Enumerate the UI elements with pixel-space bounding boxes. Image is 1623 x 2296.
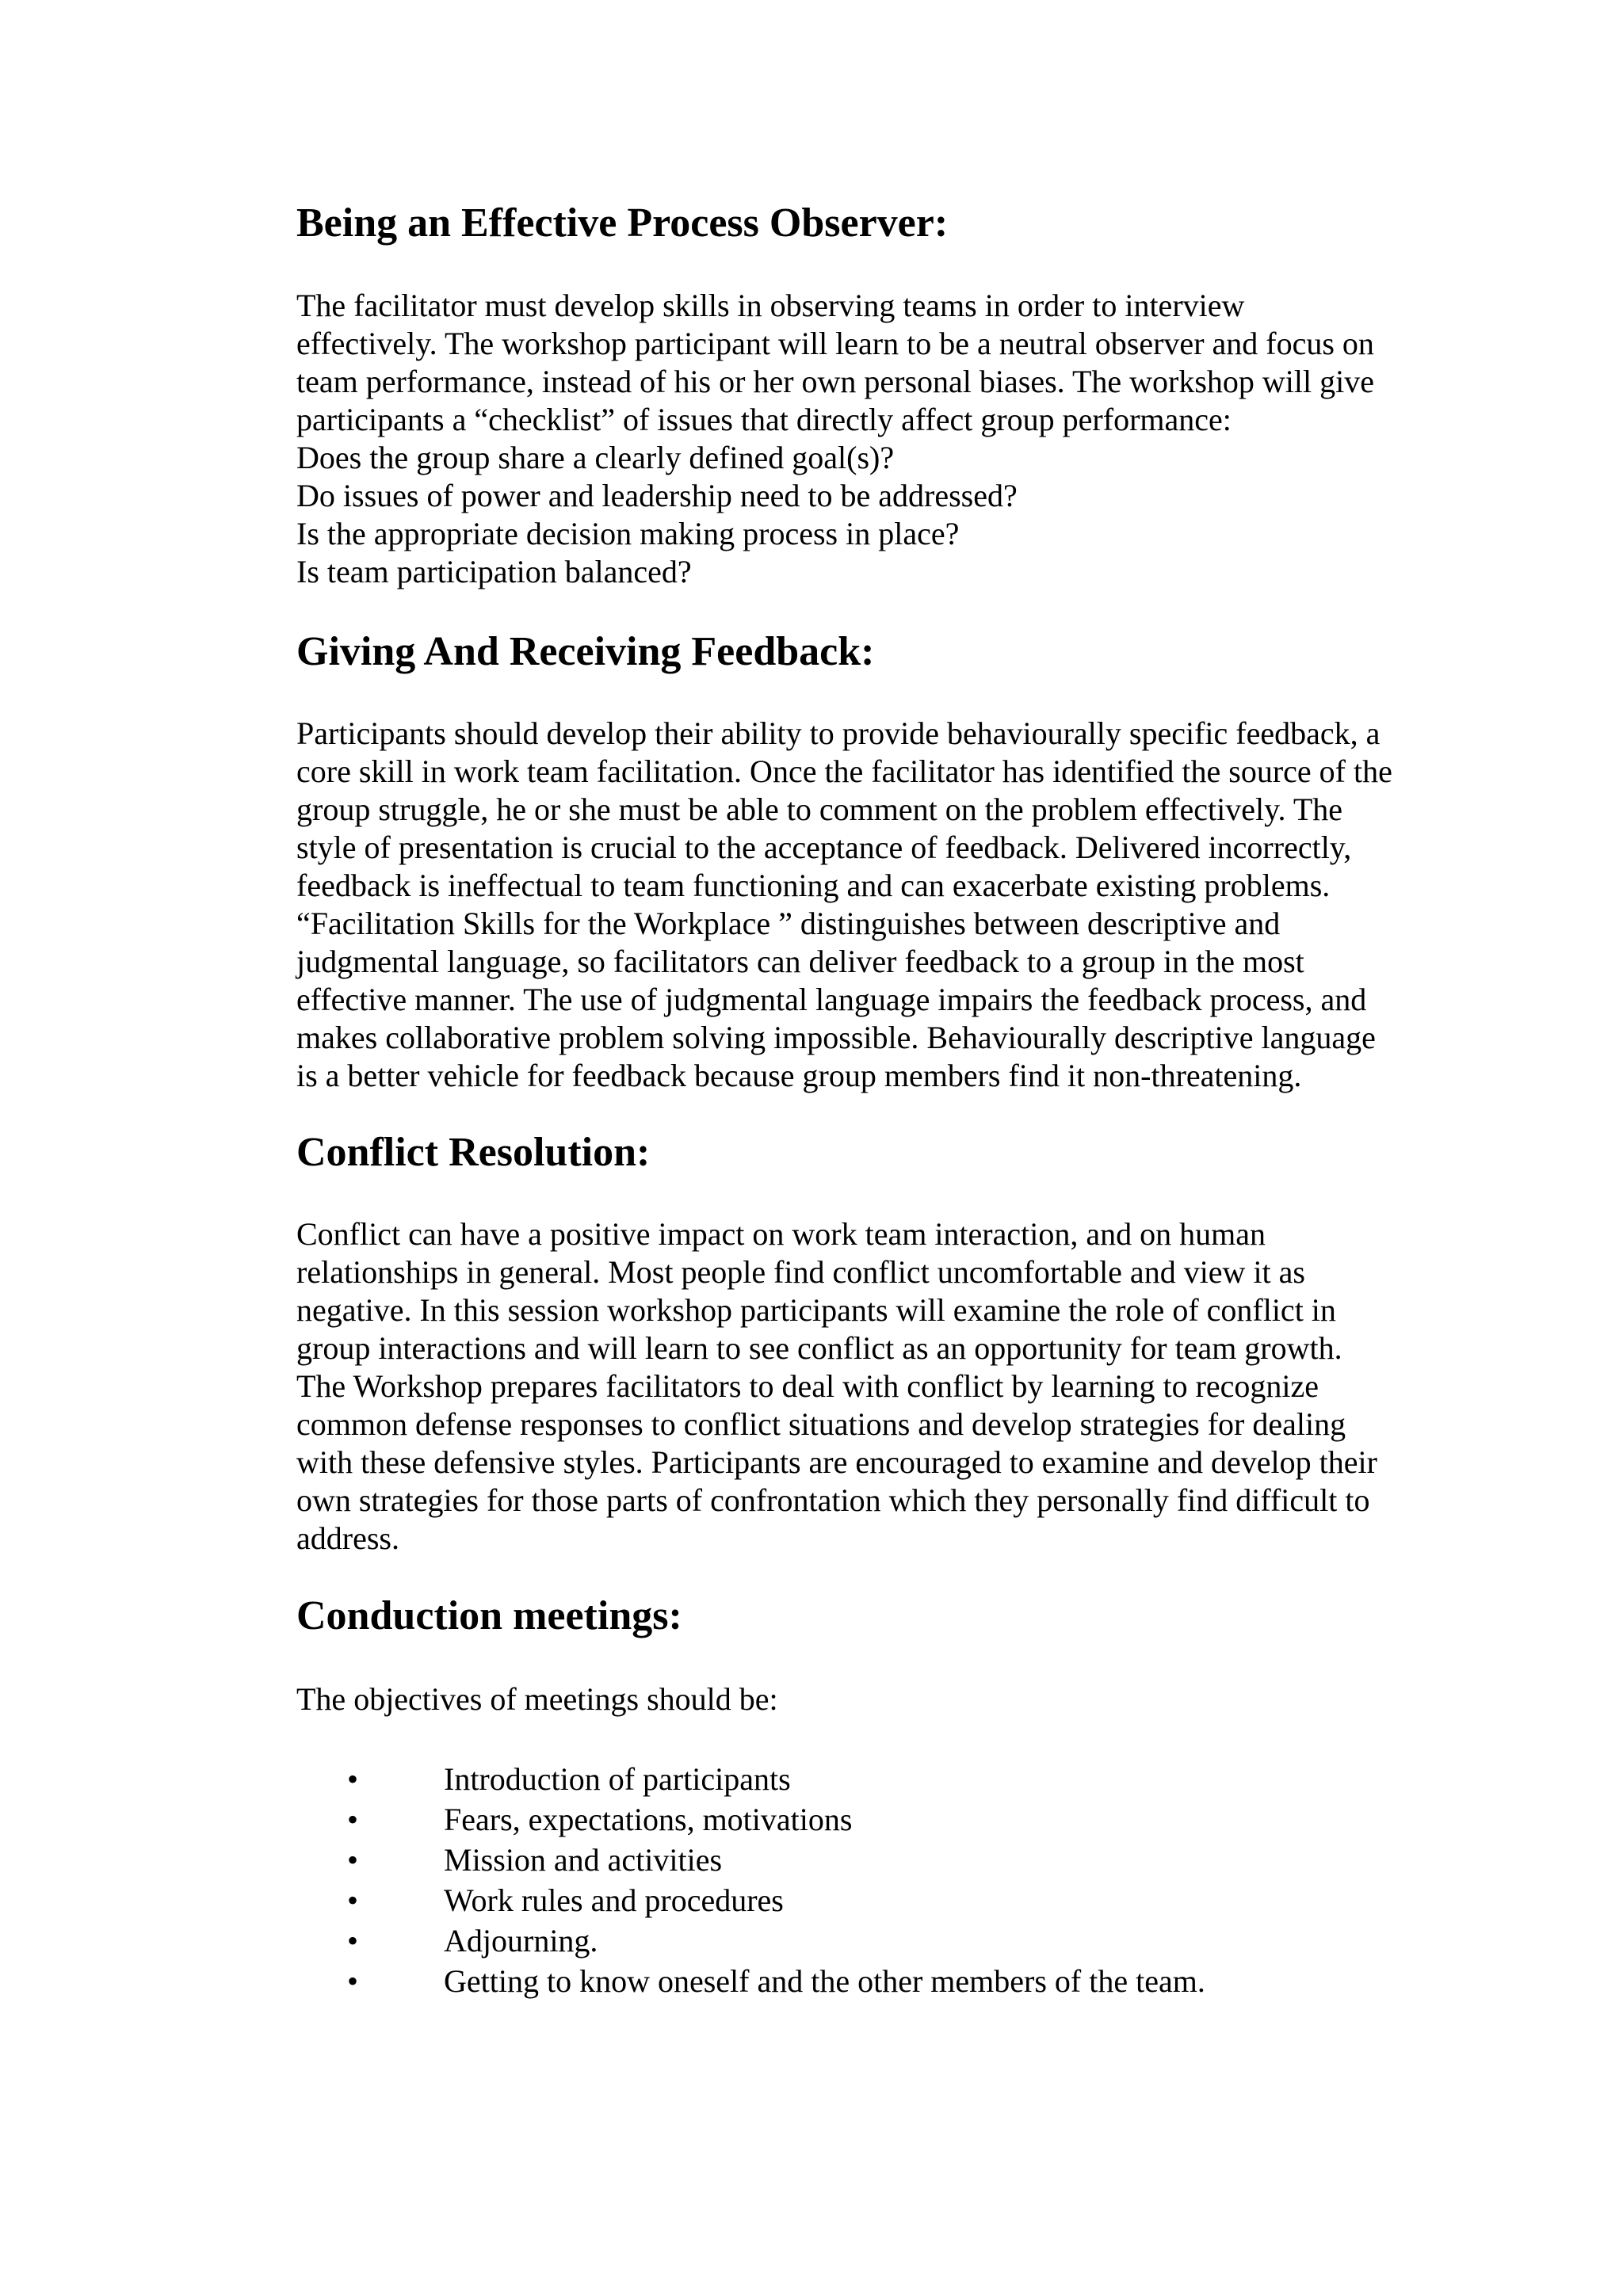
section-body-conflict-resolution <box>296 1215 1453 1558</box>
list-item <box>296 1840 1453 1880</box>
list-item <box>296 1799 1453 1840</box>
text-line: The objectives of meetings should be: <box>296 1681 778 1717</box>
text-line: judgmental language, so facilitators can deliver feedback to a group in the most <box>296 944 1304 979</box>
list-item-text: Fears, expectations, motivations <box>444 1802 853 1837</box>
section-heading-conflict-resolution: Conflict Resolution: <box>296 1130 651 1175</box>
bullet-icon: • <box>347 1923 359 1958</box>
list-item <box>296 1961 1453 2001</box>
text-line: Does the group share a clearly defined goal(s)? <box>296 440 895 475</box>
section-heading-feedback: Giving And Receiving Feedback: <box>296 629 875 674</box>
text-line: The Workshop prepares facilitators to deal with conflict by learning to recognize <box>296 1368 1319 1404</box>
text-line: feedback is ineffectual to team functioning and can exacerbate existing problems. <box>296 868 1331 903</box>
text-line: effectively. The workshop participant will learn to be a neutral observer and focus on <box>296 326 1374 361</box>
text-line: negative. In this session workshop participants will examine the role of conflict in <box>296 1292 1336 1328</box>
bullet-icon: • <box>347 1842 359 1878</box>
bullet-icon: • <box>347 1761 359 1797</box>
list-item <box>296 1759 1453 1799</box>
text-line: The facilitator must develop skills in observing teams in order to interview <box>296 288 1245 323</box>
bullet-icon: • <box>347 1963 359 1999</box>
section-heading-meetings: Conduction meetings: <box>296 1593 682 1638</box>
text-line: own strategies for those parts of confrontation which they personally find difficult to <box>296 1482 1370 1518</box>
bullet-icon: • <box>347 1802 359 1837</box>
list-item-text: Work rules and procedures <box>444 1882 784 1918</box>
text-line: team performance, instead of his or her own personal biases. The workshop will give <box>296 364 1374 399</box>
text-line: group interactions and will learn to see conflict as an opportunity for team growth. <box>296 1330 1342 1366</box>
bullet-icon: • <box>347 1882 359 1918</box>
list-item-text: Mission and activities <box>444 1842 723 1878</box>
list-item-text: Adjourning. <box>444 1923 598 1958</box>
text-line: participants a “checklist” of issues that directly affect group performance: <box>296 402 1232 437</box>
text-line: is a better vehicle for feedback because group members find it non-threatening. <box>296 1058 1302 1093</box>
text-line: Is team participation balanced? <box>296 554 692 589</box>
text-line: Conflict can have a positive impact on work team interaction, and on human <box>296 1216 1266 1252</box>
text-line: group struggle, he or she must be able to comment on the problem effectively. The <box>296 791 1343 827</box>
text-line: common defense responses to conflict situations and develop strategies for dealing <box>296 1406 1346 1442</box>
list-item-text: Getting to know oneself and the other members of the team. <box>444 1963 1205 1999</box>
text-line: makes collaborative problem solving impossible. Behaviourally descriptive language <box>296 1020 1376 1055</box>
text-line: Do issues of power and leadership need to be addressed? <box>296 478 1018 513</box>
text-line: Participants should develop their ability to provide behaviourally specific feedback, a <box>296 715 1381 751</box>
text-line: address. <box>296 1520 399 1556</box>
text-line: core skill in work team facilitation. Once the facilitator has identified the source of the <box>296 753 1392 789</box>
text-line: effective manner. The use of judgmental language impairs the feedback process, and <box>296 982 1367 1017</box>
list-item <box>296 1920 1453 1961</box>
section-heading-process-observer: Being an Effective Process Observer: <box>296 200 949 246</box>
list-item <box>296 1880 1453 1920</box>
text-line: Is the appropriate decision making process in place? <box>296 516 960 551</box>
text-line: with these defensive styles. Participants are encouraged to examine and develop their <box>296 1444 1377 1480</box>
section-body-process-observer <box>296 287 1453 591</box>
list-item-text: Introduction of participants <box>444 1761 791 1797</box>
text-line: relationships in general. Most people find conflict uncomfortable and view it as <box>296 1254 1305 1290</box>
text-line: “Facilitation Skills for the Workplace ” distinguishes between descriptive and <box>296 906 1281 941</box>
text-line: style of presentation is crucial to the acceptance of feedback. Delivered incorrectly, <box>296 830 1352 865</box>
section-body-meetings <box>296 1680 1453 1718</box>
section-body-feedback <box>296 715 1453 1095</box>
meeting-objectives-list <box>296 1759 1453 2001</box>
